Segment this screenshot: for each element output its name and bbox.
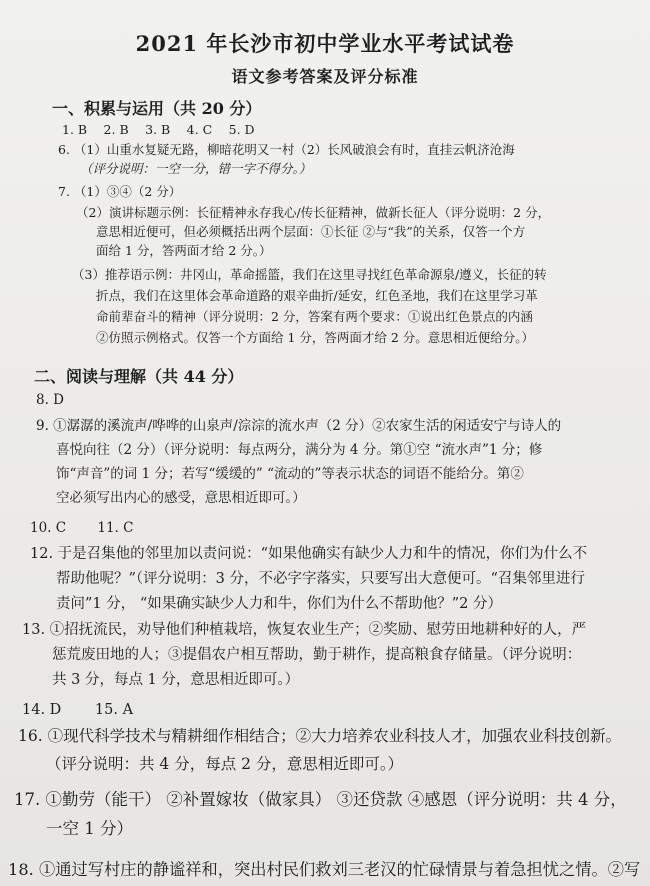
q7-part1: 7. （1）③④（2 分） <box>58 184 182 199</box>
q13-line3: 共 3 分，每点 1 分，意思相近即可。） <box>52 672 300 688</box>
q16-line2: （评分说明：共 4 分，每点 2 分，意思相近即可。） <box>46 755 404 773</box>
q12-line3: 责问”1 分， “如果确实缺少人力和牛，你们为什么不帮助他？”2 分） <box>56 596 503 612</box>
q13-line2: 惩荒废田地的人；③提倡农户相互帮助，勤于耕作，提高粮食存储量。（评分说明： <box>52 647 582 663</box>
q13-line1: 13. ①招抚流民，劝导他们种植栽培，恢复农业生产；②奖励、慰劳田地耕种好的人，严 <box>22 622 587 638</box>
q6-scoring-note: （评分说明：一空一分，错一字不得分。） <box>80 161 312 176</box>
q9-line4: 空必须写出内心的感受，意思相近即可。） <box>56 490 306 506</box>
q17-line1: 17. ①勤劳（能干） ②补置嫁妆（做家具） ③还贷款 ④感恩（评分说明：共 4 分， <box>14 790 627 809</box>
q7-part3-line1: （3）推荐语示例：井冈山，革命摇篮，我们在这里寻找红色革命源泉/遵义，长征的转 <box>72 267 547 282</box>
q9-line1: 9. ①潺潺的溪流声/哗哗的山泉声/淙淙的流水声（2 分）②农家生活的闲适安宁与诗人的 <box>36 418 562 434</box>
section2-heading: 二、阅读与理解（共 44 分） <box>34 367 244 386</box>
q12-line1: 12. 于是召集他的邻里加以责问说：“如果他确实有缺少人力和牛的情况，你们为什么不 <box>30 546 588 562</box>
q8-answer: 8. D <box>36 392 64 408</box>
q7-part2-line1: （2）演讲标题示例：长征精神永存我心/传长征精神，做新长征人（评分说明：2 分， <box>76 205 551 220</box>
q7-part3-line4: ②仿照示例格式。仅答一个方面给 1 分，答两面才给 2 分。意思相近便给分。） <box>96 330 535 345</box>
q6-answer: 6. （1）山重水复疑无路，柳暗花明又一村（2）长风破浪会有时，直挂云帆济沧海 <box>58 142 515 157</box>
q9-line3: 饰“声音”的词 1 分；若写“缓缓的” “流动的”等表示状态的词语不能给分。第② <box>56 466 524 482</box>
q1-5-answers: 1. B 2. B 3. B 4. C 5. D <box>62 122 255 137</box>
q14-15-answers: 14. D 15. A <box>22 702 134 718</box>
q10-11-answers: 10. C 11. C <box>30 520 134 536</box>
q17-line2: 一空 1 分） <box>46 819 133 838</box>
q7-part2-line3: 面给 1 分，答两面才给 2 分。） <box>96 243 272 258</box>
section1-heading: 一、积累与运用（共 20 分） <box>52 99 262 118</box>
q16-line1: 16. ①现代科学技术与精耕细作相结合；②大力培养农业科技人才，加强农业科技创新。 <box>18 727 622 745</box>
q7-part3-line2: 折点，我们在这里体会革命道路的艰辛曲折/延安，红色圣地，我们在这里学习革 <box>96 288 538 303</box>
q9-line2: 喜悦向往（2 分）（评分说明：每点两分，满分为 4 分。第①空 “流水声”1 分；修 <box>56 442 543 458</box>
q7-part2-line2: 意思相近便可，但必须概括出两个层面：①长征 ②与“我”的关系，仅答一个方 <box>96 224 526 239</box>
q18-line1: 18. ①通过写村庄的静谧祥和，突出村民们救刘三老汉的忙碌情景与着急担忧之情。②写 <box>8 860 641 879</box>
q12-line2: 帮助他呢？”（评分说明：3 分，不必字字落实，只要写出大意便可。“召集邻里进行 <box>56 571 585 587</box>
document-title: 2021 年长沙市初中学业水平考试试卷 <box>135 31 515 56</box>
q7-part3-line3: 命前辈奋斗的精神（评分说明：2 分，答案有两个要求：①说出红色景点的内涵 <box>96 309 533 324</box>
document-subtitle: 语文参考答案及评分标准 <box>231 67 419 86</box>
